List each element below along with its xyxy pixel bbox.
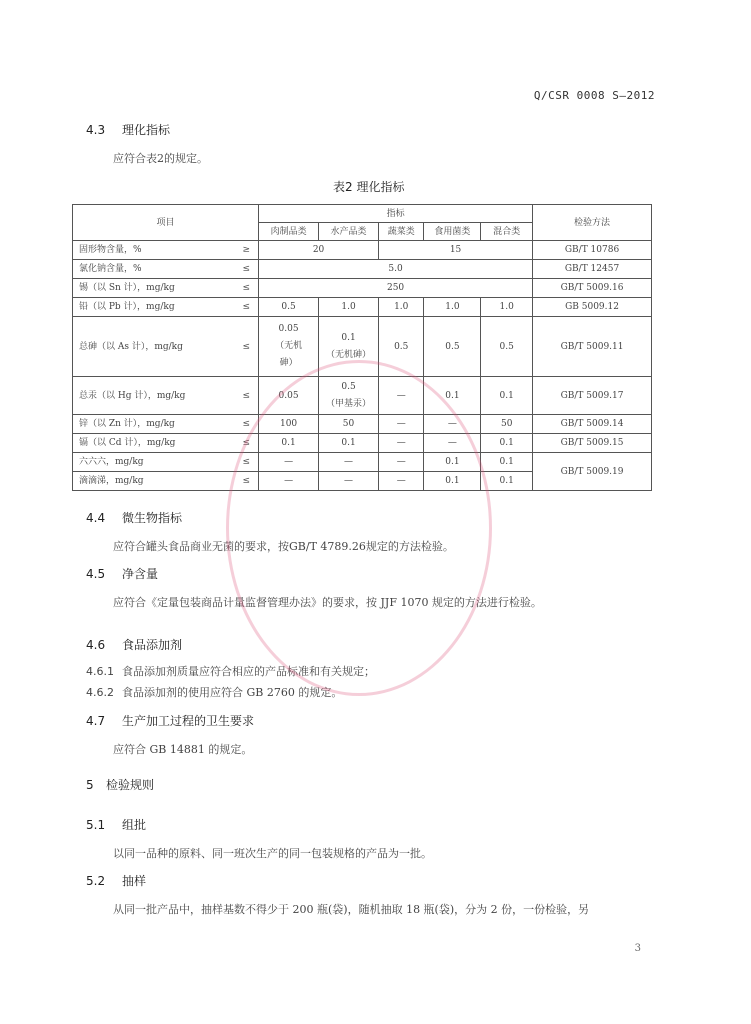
- section-4-6-heading: [86, 636, 182, 653]
- section-title: 组批: [122, 818, 147, 832]
- table-caption: 表2 理化指标: [333, 180, 405, 194]
- section-4-3-text: 应符合表2的规定。: [113, 152, 208, 165]
- row-value: 0.5 （甲基汞）: [319, 377, 379, 415]
- row-method: GB/T 5009.14: [533, 415, 652, 434]
- row-value: 0.1: [481, 472, 533, 491]
- row-value: 0.1: [259, 434, 319, 453]
- row-method: GB/T 5009.19: [533, 453, 652, 491]
- row-value: 0.1 （无机砷）: [319, 317, 379, 377]
- row-value: —: [259, 453, 319, 472]
- section-4-5-heading: [86, 565, 158, 582]
- section-4-5-text: 应符合《定量包装商品计量监督管理办法》的要求，按 JJF 1070 规定的方法进行检验。: [113, 596, 542, 609]
- row-symbol: ≤: [238, 472, 259, 491]
- row-value: 0.1: [424, 377, 481, 415]
- row-value: 0.5: [379, 317, 424, 377]
- header-category: 混合类: [481, 223, 533, 241]
- row-value: 50: [319, 415, 379, 434]
- header-category: 肉制品类: [259, 223, 319, 241]
- row-value: —: [379, 415, 424, 434]
- section-number: 4.6.1: [86, 665, 114, 678]
- row-value: 1.0: [379, 298, 424, 317]
- section-4-6-2: [86, 684, 342, 700]
- header-category: 蔬菜类: [379, 223, 424, 241]
- row-value: 100: [259, 415, 319, 434]
- section-title: 抽样: [122, 874, 147, 888]
- section-number: 4.7: [86, 714, 106, 728]
- row-item: 滴滴涕，mg/kg: [73, 472, 238, 491]
- row-item: 六六六，mg/kg: [73, 453, 238, 472]
- section-4-7-text: 应符合 GB 14881 的规定。: [113, 743, 253, 756]
- section-title: 理化指标: [122, 123, 171, 137]
- section-5-heading: [86, 776, 154, 793]
- section-number: 4.5: [86, 567, 106, 581]
- row-item: 锡（以 Sn 计），mg/kg: [73, 279, 238, 298]
- row-symbol: ≤: [238, 317, 259, 377]
- section-number: 5: [86, 778, 94, 792]
- row-value: —: [424, 415, 481, 434]
- section-text: 食品添加剂质量应符合相应的产品标准和有关规定；: [122, 665, 375, 678]
- section-5-2-heading: [86, 872, 146, 889]
- row-value: 0.1: [481, 377, 533, 415]
- row-value: —: [379, 472, 424, 491]
- section-title: 食品添加剂: [122, 638, 183, 652]
- section-text: 食品添加剂的使用应符合 GB 2760 的规定。: [122, 686, 343, 699]
- row-symbol: ≤: [238, 434, 259, 453]
- row-symbol: ≤: [238, 279, 259, 298]
- page-number: 3: [634, 943, 641, 954]
- table-row: [73, 298, 652, 317]
- row-symbol: ≥: [238, 241, 259, 260]
- row-symbol: ≤: [238, 415, 259, 434]
- row-symbol: ≤: [238, 377, 259, 415]
- row-value: —: [319, 472, 379, 491]
- row-method: GB/T 5009.11: [533, 317, 652, 377]
- header-index: 指标: [259, 205, 533, 223]
- row-symbol: ≤: [238, 298, 259, 317]
- section-number: 5.1: [86, 818, 106, 832]
- row-item: 固形物含量，%: [73, 241, 238, 260]
- table-row: [73, 279, 652, 298]
- row-item: 总砷（以 As 计），mg/kg: [73, 317, 238, 377]
- row-item: 总汞（以 Hg 计），mg/kg: [73, 377, 238, 415]
- section-4-3-heading: [86, 121, 170, 138]
- row-value: 50: [481, 415, 533, 434]
- row-value: —: [379, 434, 424, 453]
- row-value: 1.0: [319, 298, 379, 317]
- row-value: 5.0: [259, 260, 533, 279]
- section-title: 检验规则: [106, 778, 155, 792]
- header-category: 食用菌类: [424, 223, 481, 241]
- row-value: —: [379, 377, 424, 415]
- row-value: 0.5: [481, 317, 533, 377]
- document-code: Q/CSR 0008 S—2012: [533, 89, 655, 102]
- section-5-1-text: 以同一品种的原料、同一班次生产的同一包装规格的产品为一批。: [113, 847, 432, 860]
- row-value: 250: [259, 279, 533, 298]
- section-5-2-text: 从同一批产品中，抽样基数不得少于 200 瓶(袋)，随机抽取 18 瓶(袋)，分为 2 份，一份检验，另: [113, 903, 590, 916]
- row-value: 0.1: [481, 453, 533, 472]
- row-value: 0.5: [424, 317, 481, 377]
- row-value: 0.05: [259, 377, 319, 415]
- section-number: 4.6.2: [86, 686, 114, 699]
- table-row: [73, 260, 652, 279]
- row-value: —: [319, 453, 379, 472]
- row-value: —: [424, 434, 481, 453]
- row-method: GB/T 5009.17: [533, 377, 652, 415]
- section-title: 微生物指标: [122, 511, 183, 525]
- section-title: 净含量: [122, 567, 159, 581]
- row-value: 15: [379, 241, 533, 260]
- section-number: 4.6: [86, 638, 106, 652]
- row-value: 1.0: [481, 298, 533, 317]
- row-value: 0.1: [319, 434, 379, 453]
- section-number: 4.4: [86, 511, 106, 525]
- row-item: 氯化钠含量，%: [73, 260, 238, 279]
- row-method: GB/T 5009.16: [533, 279, 652, 298]
- row-value: —: [379, 453, 424, 472]
- row-method: GB/T 12457: [533, 260, 652, 279]
- row-method: GB/T 10786: [533, 241, 652, 260]
- section-4-4-heading: [86, 509, 182, 526]
- row-method: GB/T 5009.15: [533, 434, 652, 453]
- row-value: 0.1: [424, 472, 481, 491]
- header-method: 检验方法: [533, 205, 652, 241]
- header-item: 项目: [73, 205, 259, 241]
- row-method: GB 5009.12: [533, 298, 652, 317]
- row-value: 0.05 （无机 砷）: [259, 317, 319, 377]
- row-symbol: ≤: [238, 453, 259, 472]
- section-number: 5.2: [86, 874, 106, 888]
- row-value: 0.1: [424, 453, 481, 472]
- row-value: 20: [259, 241, 379, 260]
- official-seal-stamp: [226, 360, 492, 696]
- row-value: 0.5: [259, 298, 319, 317]
- section-4-7-heading: [86, 712, 254, 729]
- section-4-4-text: 应符合罐头食品商业无菌的要求，按GB/T 4789.26规定的方法检验。: [113, 540, 454, 553]
- row-value: 0.1: [481, 434, 533, 453]
- row-value: 1.0: [424, 298, 481, 317]
- row-item: 镉（以 Cd 计），mg/kg: [73, 434, 238, 453]
- row-value: —: [259, 472, 319, 491]
- section-number: 4.3: [86, 123, 106, 137]
- table-row: [73, 241, 652, 260]
- section-title: 生产加工过程的卫生要求: [122, 714, 255, 728]
- row-item: 铅（以 Pb 计），mg/kg: [73, 298, 238, 317]
- section-5-1-heading: [86, 816, 146, 833]
- row-symbol: ≤: [238, 260, 259, 279]
- row-item: 锌（以 Zn 计），mg/kg: [73, 415, 238, 434]
- header-category: 水产品类: [319, 223, 379, 241]
